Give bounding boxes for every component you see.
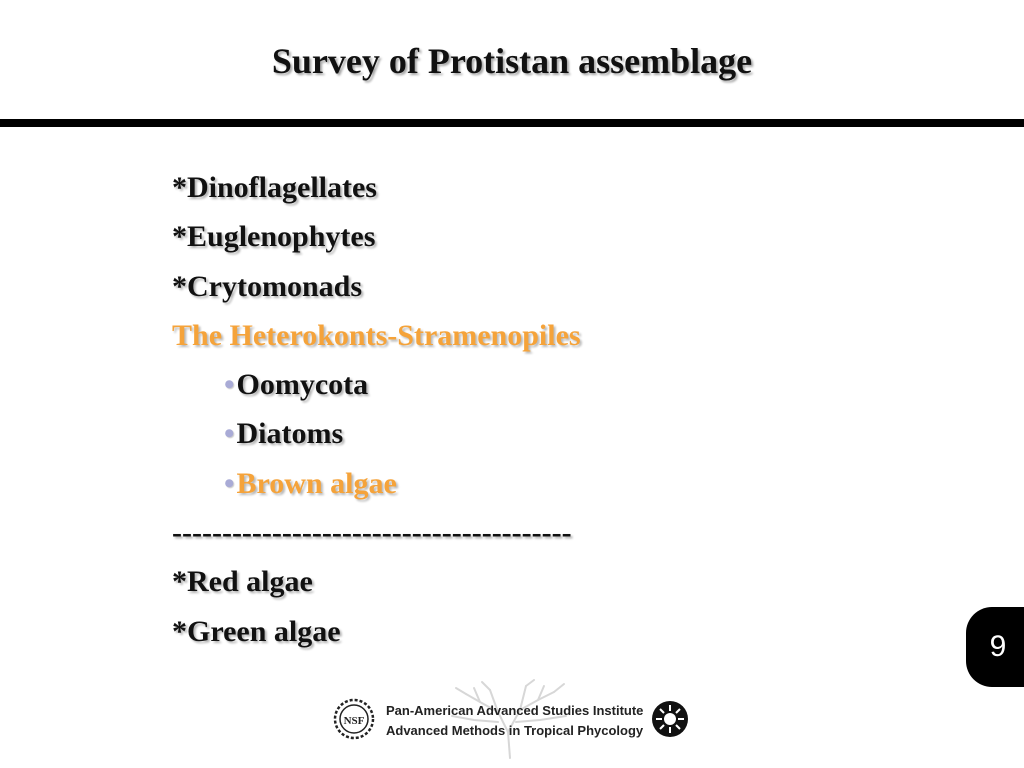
list-item-text: *Dinoflagellates bbox=[172, 171, 377, 204]
sub-list-item bbox=[172, 409, 581, 458]
starburst-logo-icon bbox=[652, 701, 688, 737]
bullet-icon: • bbox=[224, 417, 235, 451]
dashed-separator bbox=[172, 508, 581, 557]
list-item-text: *Crytomonads bbox=[172, 269, 363, 303]
footer-line-2: Advanced Methods in Tropical Phycology bbox=[386, 723, 644, 738]
bullet-icon: • bbox=[224, 466, 235, 500]
nsf-logo-icon bbox=[335, 700, 373, 738]
page-number: 9 bbox=[989, 630, 1007, 663]
list-item bbox=[172, 212, 581, 261]
list-item bbox=[172, 607, 581, 656]
sub-list-item-highlight bbox=[172, 459, 581, 508]
slide-title: Survey of Protistan assemblage bbox=[271, 41, 753, 81]
list-item bbox=[172, 557, 581, 606]
list-item-text: Oomycota bbox=[236, 368, 369, 402]
list-item-text: *Red algae bbox=[172, 565, 313, 599]
sub-list-item bbox=[172, 360, 581, 409]
content-list bbox=[172, 163, 581, 656]
title-divider bbox=[0, 119, 1024, 127]
list-item-text: *Euglenophytes bbox=[172, 220, 376, 254]
separator-text: ---------------------------------------- bbox=[172, 516, 572, 550]
list-item bbox=[172, 163, 581, 212]
list-item-text: Brown algae bbox=[236, 466, 397, 500]
nsf-logo-text: NSF bbox=[343, 715, 365, 727]
footer-institute-text bbox=[386, 701, 643, 741]
footer-line-1: Pan-American Advanced Studies Institute bbox=[386, 703, 644, 718]
list-item bbox=[172, 262, 581, 311]
list-item-text: Diatoms bbox=[236, 417, 344, 451]
list-heading-heterokonts bbox=[172, 311, 581, 360]
list-item-text: *Green algae bbox=[172, 614, 341, 648]
bullet-icon: • bbox=[224, 368, 235, 402]
list-item-text: The Heterokonts-Stramenopiles bbox=[172, 318, 581, 352]
